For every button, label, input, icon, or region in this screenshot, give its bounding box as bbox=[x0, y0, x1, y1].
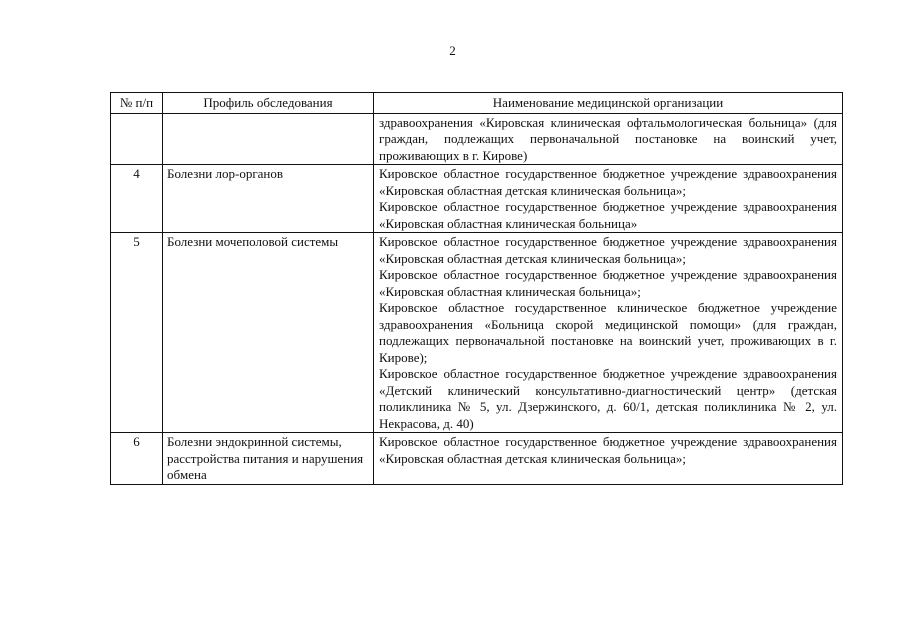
row-profile: Болезни лор-органов bbox=[163, 165, 374, 233]
row-profile bbox=[163, 113, 374, 165]
organization-entry: Кировское областное государственное клиническое бюджетное учреждение здравоохранения «Больница скорой медицинской помощи» (для граждан, подлежащих первоначальной постановке на воинский учет, проживающих в г. Кирове); bbox=[379, 300, 837, 365]
row-number: 5 bbox=[111, 233, 163, 433]
row-number bbox=[111, 113, 163, 165]
table-row bbox=[111, 113, 843, 165]
row-organizations bbox=[374, 433, 843, 485]
row-organizations bbox=[374, 233, 843, 433]
table-header-row bbox=[111, 93, 843, 114]
row-profile: Болезни мочеполовой системы bbox=[163, 233, 374, 433]
organization-entry: здравоохранения «Кировская клиническая офтальмологическая больница» (для граждан, подлежащих первоначальной постановке на воинский учет, проживающих в г. Кирове) bbox=[379, 114, 837, 163]
row-number: 6 bbox=[111, 433, 163, 485]
header-number: № п/п bbox=[111, 93, 163, 114]
table-row bbox=[111, 233, 843, 433]
organization-entry: Кировское областное государственное бюджетное учреждение здравоохранения «Кировская областная клиническая больница» bbox=[379, 199, 837, 231]
header-profile: Профиль обследования bbox=[163, 93, 374, 114]
header-organization: Наименование медицинской организации bbox=[374, 93, 843, 114]
organization-entry: Кировское областное государственное бюджетное учреждение здравоохранения «Кировская областная клиническая больница»; bbox=[379, 267, 837, 299]
organization-entry: Кировское областное государственное бюджетное учреждение здравоохранения «Кировская областная детская клиническая больница»; bbox=[379, 234, 837, 266]
organization-entry: Кировское областное государственное бюджетное учреждение здравоохранения «Кировская областная детская клиническая больница»; bbox=[379, 434, 837, 466]
table-row bbox=[111, 165, 843, 233]
organization-entry: Кировское областное государственное бюджетное учреждение здравоохранения «Детский клинический консультативно-диагностический центр» (детская поликлиника № 5, ул. Дзержинского, д. 60/1, детская поликлиника № 2, ул. Некрасова, д. 40) bbox=[379, 366, 837, 431]
row-organizations bbox=[374, 113, 843, 165]
row-number: 4 bbox=[111, 165, 163, 233]
row-profile: Болезни эндокринной системы, расстройства питания и нарушения обмена bbox=[163, 433, 374, 485]
row-organizations bbox=[374, 165, 843, 233]
page-number: 2 bbox=[449, 43, 456, 58]
table-row bbox=[111, 433, 843, 485]
medical-organizations-table bbox=[110, 92, 843, 485]
organization-entry: Кировское областное государственное бюджетное учреждение здравоохранения «Кировская областная детская клиническая больница»; bbox=[379, 166, 837, 198]
